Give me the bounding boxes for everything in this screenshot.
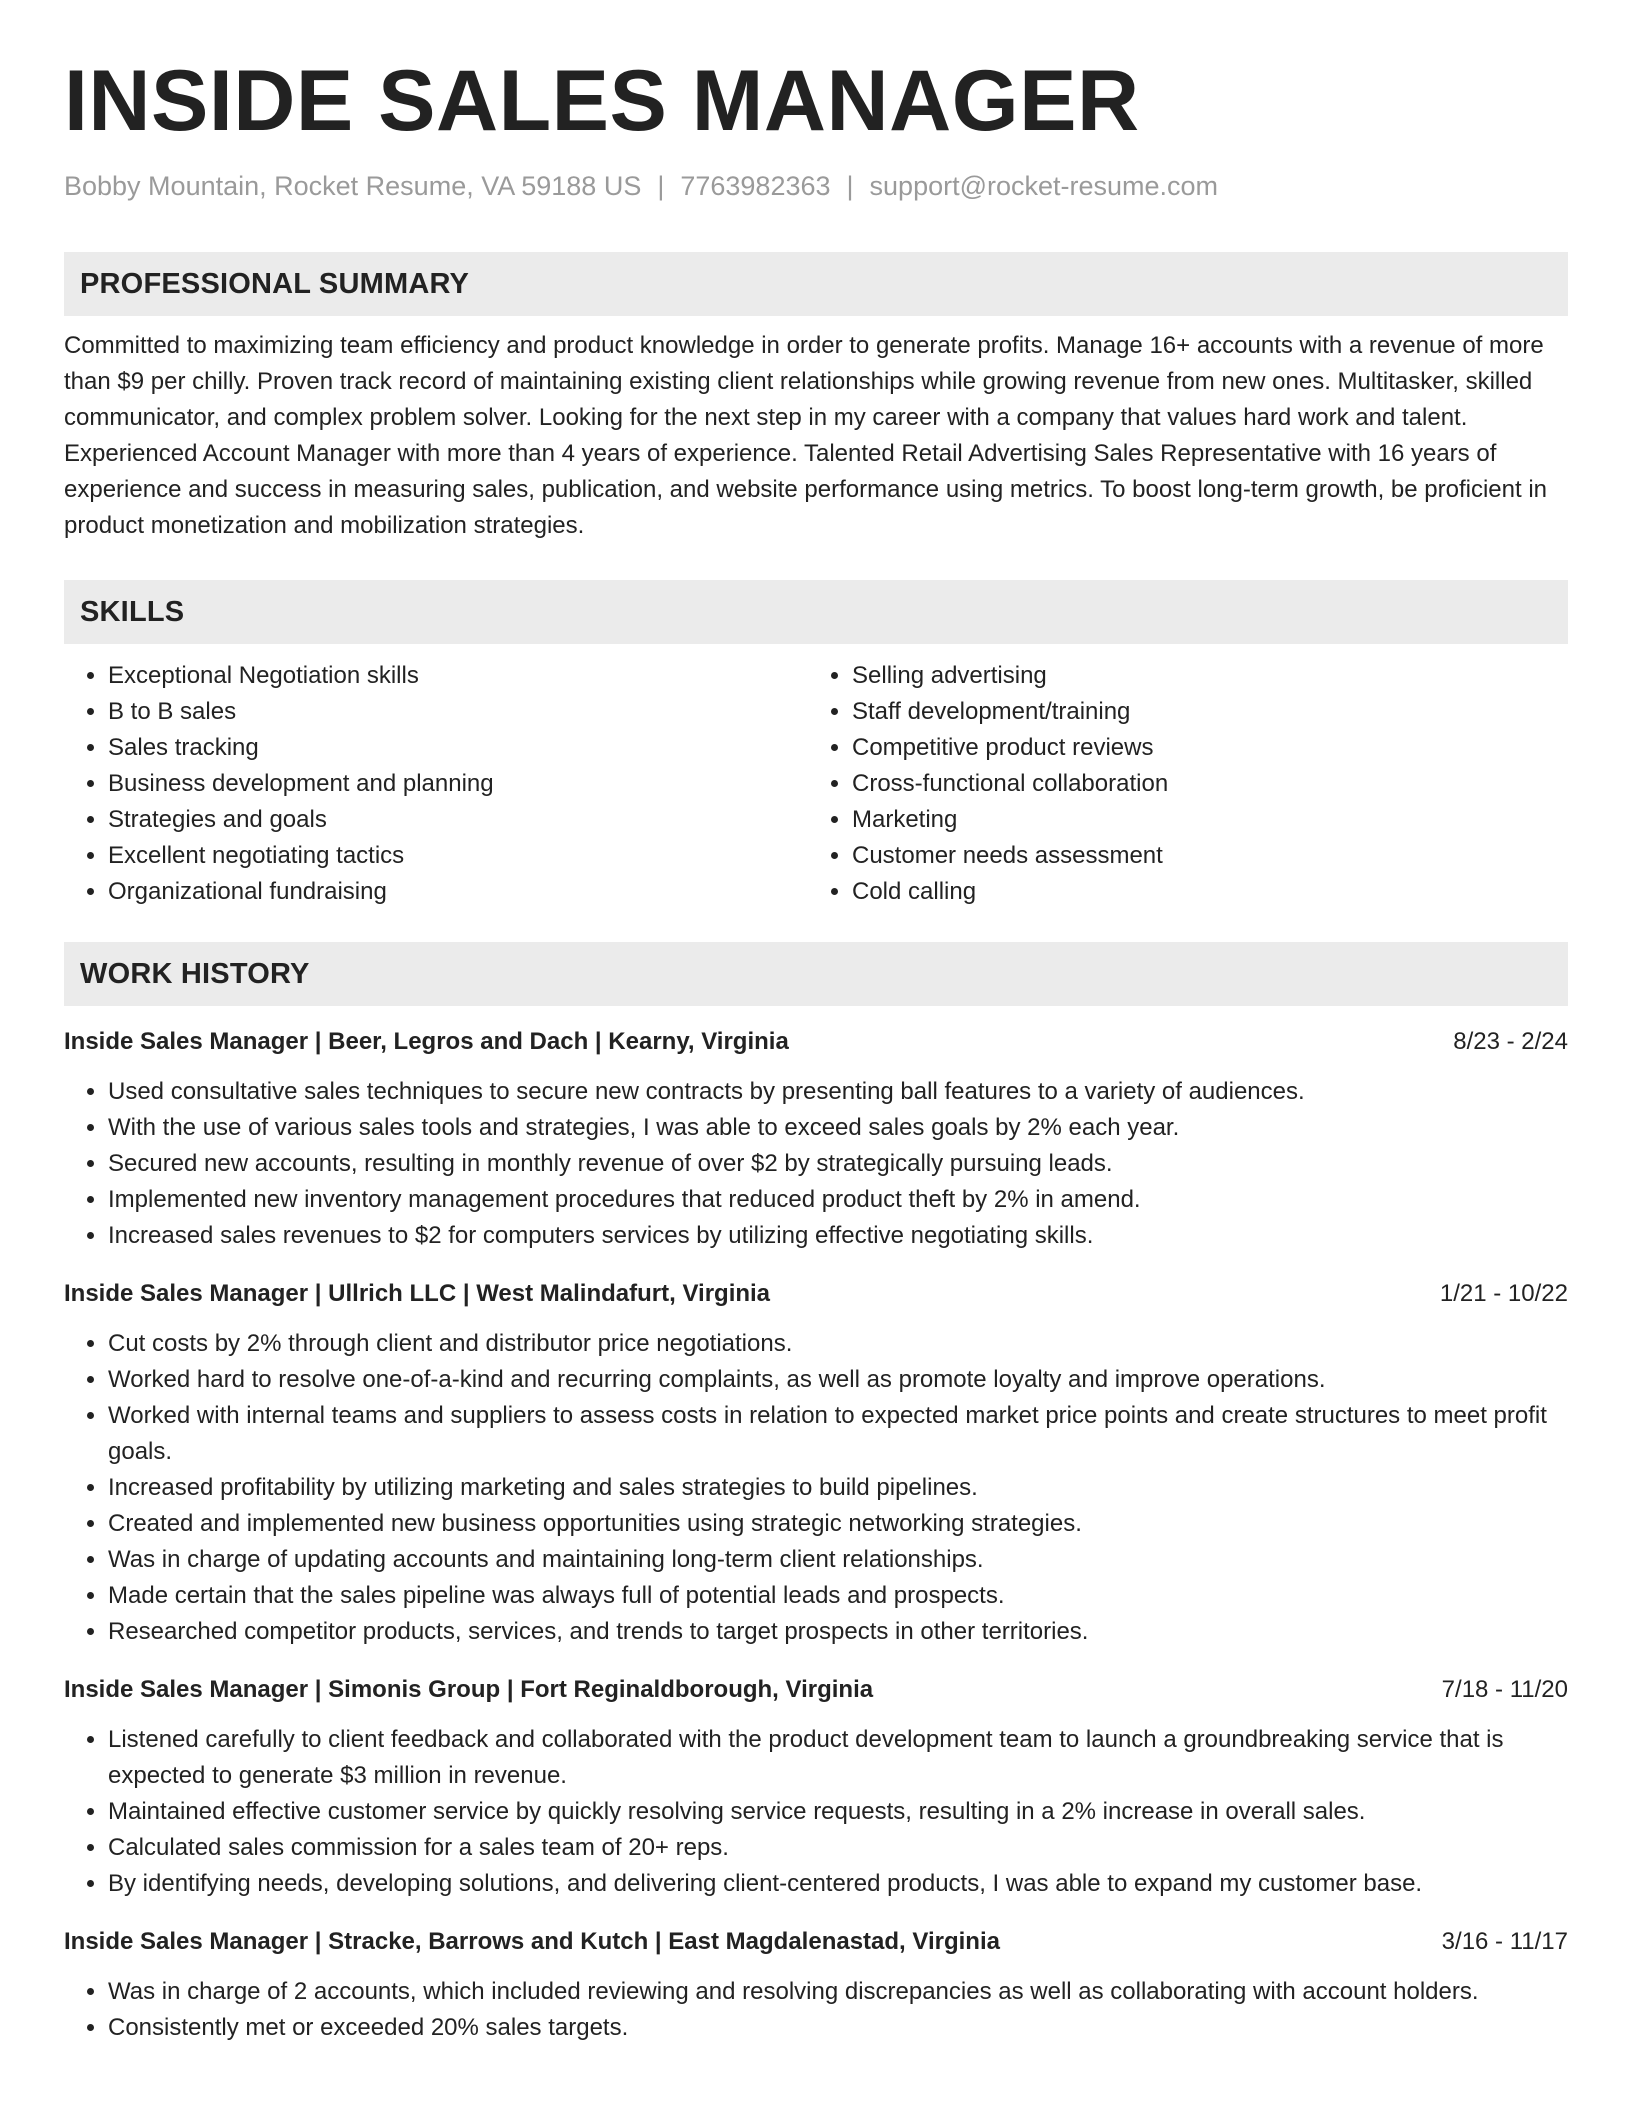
skills-column-right [808,658,1552,910]
job-bullet: • Worked with internal teams and suppliers to assess costs in relation to expected market price points and create structures to meet profit goals. [108,1398,1568,1470]
job-bullet: • Worked hard to resolve one-of-a-kind and recurring complaints, as well as promote loyalty and improve operations. [108,1362,1568,1398]
job-bullet: • Increased sales revenues to $2 for computers services by utilizing effective negotiating skills. [108,1218,1568,1254]
summary-text: Committed to maximizing team efficiency and product knowledge in order to generate profits. Manage 16+ accounts with a revenue of more than $9 per chilly. Proven track record of maintaining existing client relationships while growing revenue from new ones. Multitasker, skilled communicator, and complex problem solver. Looking for the next step in my career with a company that values hard work and talent. Experienced Account Manager with more than 4 years of experience. Talented Retail Advertising Sales Representative with 16 years of experience and success in measuring sales, publication, and website performance using metrics. To boost long-term growth, be proficient in product monetization and mobilization strategies. [64,332,1547,540]
skills-list [64,658,1568,910]
job-bullet: • Researched competitor products, services, and trends to target prospects in other territories. [108,1614,1568,1650]
section-header-skills: SKILLS [64,580,1568,644]
contact-phone: 7763982363 [680,171,831,201]
job-title: Inside Sales Manager | Stracke, Barrows and Kutch | East Magdalenastad, Virginia [64,1928,1000,1956]
resume-title: INSIDE SALES MANAGER [64,53,1140,149]
skill-item: • Cross-functional collaboration [852,766,1552,802]
contact-separator: | [657,171,665,201]
job-bullet: • Used consultative sales techniques to secure new contracts by presenting ball features to a variety of audiences. [108,1074,1568,1110]
skill-item: • Business development and planning [108,766,808,802]
job-header [64,1924,1568,1960]
job-entry [64,1024,1568,1254]
job-entry [64,1924,1568,2046]
job-bullet: • Increased profitability by utilizing marketing and sales strategies to build pipelines. [108,1470,1568,1506]
job-bullets [64,1074,1568,1254]
skill-item: • Marketing [852,802,1552,838]
job-bullets [64,1974,1568,2046]
job-bullet: • Was in charge of 2 accounts, which included reviewing and resolving discrepancies as well as collaborating with account holders. [108,1974,1568,2010]
skill-item: • Sales tracking [108,730,808,766]
job-bullet: • Secured new accounts, resulting in monthly revenue of over $2 by strategically pursuing leads. [108,1146,1568,1182]
skill-item: • Exceptional Negotiation skills [108,658,808,694]
contact-separator: | [846,171,854,201]
skill-item: • Competitive product reviews [852,730,1552,766]
job-dates: 8/23 - 2/24 [1453,1028,1568,1056]
contact-line [64,170,1568,202]
job-title: Inside Sales Manager | Simonis Group | Fort Reginaldborough, Virginia [64,1676,874,1704]
job-bullets [64,1326,1568,1650]
contact-address: Bobby Mountain, Rocket Resume, VA 59188 US [64,171,642,201]
job-header [64,1276,1568,1312]
job-bullet: • Calculated sales commission for a sales team of 20+ reps. [108,1830,1568,1866]
job-dates: 1/21 - 10/22 [1439,1280,1568,1308]
skill-item: • Customer needs assessment [852,838,1552,874]
job-bullets [64,1722,1568,1902]
job-entry [64,1672,1568,1902]
job-dates: 7/18 - 11/20 [1441,1676,1568,1704]
job-bullet: • Cut costs by 2% through client and distributor price negotiations. [108,1326,1568,1362]
skill-item: • B to B sales [108,694,808,730]
section-header-work-history: WORK HISTORY [64,942,1568,1006]
job-bullet: • Implemented new inventory management procedures that reduced product theft by 2% in amend. [108,1182,1568,1218]
skills-column-left [64,658,808,910]
contact-email: support@rocket-resume.com [869,171,1219,201]
section-header-summary: PROFESSIONAL SUMMARY [64,252,1568,316]
skill-item: • Cold calling [852,874,1552,910]
job-header [64,1672,1568,1708]
job-bullet: • Listened carefully to client feedback and collaborated with the product development team to launch a groundbreaking service that is expected to generate $3 million in revenue. [108,1722,1568,1794]
job-dates: 3/16 - 11/17 [1441,1928,1568,1956]
job-bullet: • Made certain that the sales pipeline was always full of potential leads and prospects. [108,1578,1568,1614]
skill-item: • Selling advertising [852,658,1552,694]
skill-item: • Organizational fundraising [108,874,808,910]
skill-item: • Strategies and goals [108,802,808,838]
job-bullet: • By identifying needs, developing solutions, and delivering client-centered products, I was able to expand my customer base. [108,1866,1568,1902]
job-bullet: • With the use of various sales tools and strategies, I was able to exceed sales goals by 2% each year. [108,1110,1568,1146]
job-header [64,1024,1568,1060]
skill-item: • Excellent negotiating tactics [108,838,808,874]
job-bullet: • Consistently met or exceeded 20% sales targets. [108,2010,1568,2046]
job-title: Inside Sales Manager | Beer, Legros and Dach | Kearny, Virginia [64,1028,789,1056]
job-bullet: • Created and implemented new business opportunities using strategic networking strategies. [108,1506,1568,1542]
skill-item: • Staff development/training [852,694,1552,730]
job-bullet: • Maintained effective customer service by quickly resolving service requests, resulting in a 2% increase in overall sales. [108,1794,1568,1830]
job-bullet: • Was in charge of updating accounts and maintaining long-term client relationships. [108,1542,1568,1578]
job-entry [64,1276,1568,1650]
job-title: Inside Sales Manager | Ullrich LLC | West Malindafurt, Virginia [64,1280,771,1308]
